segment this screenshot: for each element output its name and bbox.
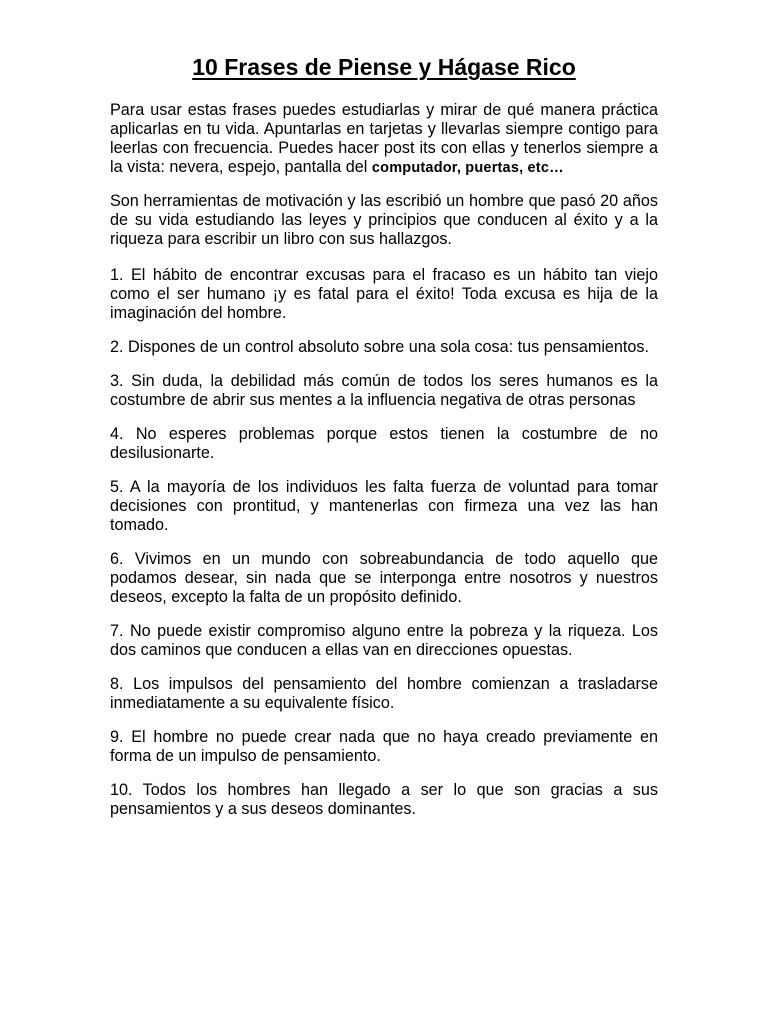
quote-paragraph-1: 1. El hábito de encontrar excusas para el fracaso es un hábito tan viejo como el ser humano ¡y es fatal para el éxito! Toda excusa es hija de la imaginación del hombre. (110, 266, 658, 322)
quote-paragraph-4: 4. No esperes problemas porque estos tienen la costumbre de no desilusionarte. (110, 425, 658, 462)
quote-paragraph-8: 8. Los impulsos del pensamiento del hombre comienzan a trasladarse inmediatamente a su equivalente físico. (110, 675, 658, 712)
document-title: 10 Frases de Piense y Hágase Rico (192, 54, 576, 80)
quote-paragraph-6: 6. Vivimos en un mundo con sobreabundancia de todo aquello que podamos desear, sin nada que se interponga entre nosotros y nuestros deseos, excepto la falta de un propósito definido. (110, 550, 658, 606)
quote-paragraph-5: 5. A la mayoría de los individuos les falta fuerza de voluntad para tomar decisiones con prontitud, y mantenerlas con firmeza una vez las han tomado. (110, 478, 658, 534)
motivation-paragraph: Son herramientas de motivación y las escribió un hombre que pasó 20 años de su vida estudiando las leyes y principios que conducen al éxito y a la riqueza para escribir un libro con sus hallazgos. (110, 192, 658, 248)
quote-paragraph-3: 3. Sin duda, la debilidad más común de todos los seres humanos es la costumbre de abrir sus mentes a la influencia negativa de otras personas (110, 372, 658, 409)
quote-paragraph-2: 2. Dispones de un control absoluto sobre una sola cosa: tus pensamientos. (110, 338, 650, 356)
intro-paragraph (110, 101, 658, 178)
document-body (110, 52, 658, 834)
quote-paragraph-9: 9. El hombre no puede crear nada que no haya creado previamente en forma de un impulso de pensamiento. (110, 728, 658, 765)
quote-paragraph-7: 7. No puede existir compromiso alguno entre la pobreza y la riqueza. Los dos caminos que conducen a ellas van en direcciones opuestas. (110, 622, 658, 659)
intro-bold-text: computador, puertas, etc… (371, 160, 564, 176)
intro-text: Para usar estas frases puedes estudiarlas y mirar de qué manera práctica aplicarlas en tu vida. Apuntarlas en tarjetas y llevarlas siempre contigo para leerlas con frecuencia. Puedes hacer post its con ellas y tenerlos siempre a la vista: nevera, espejo, pantalla del (110, 101, 658, 176)
quote-paragraph-10: 10. Todos los hombres han llegado a ser lo que son gracias a sus pensamientos y a sus deseos dominantes. (110, 781, 658, 818)
